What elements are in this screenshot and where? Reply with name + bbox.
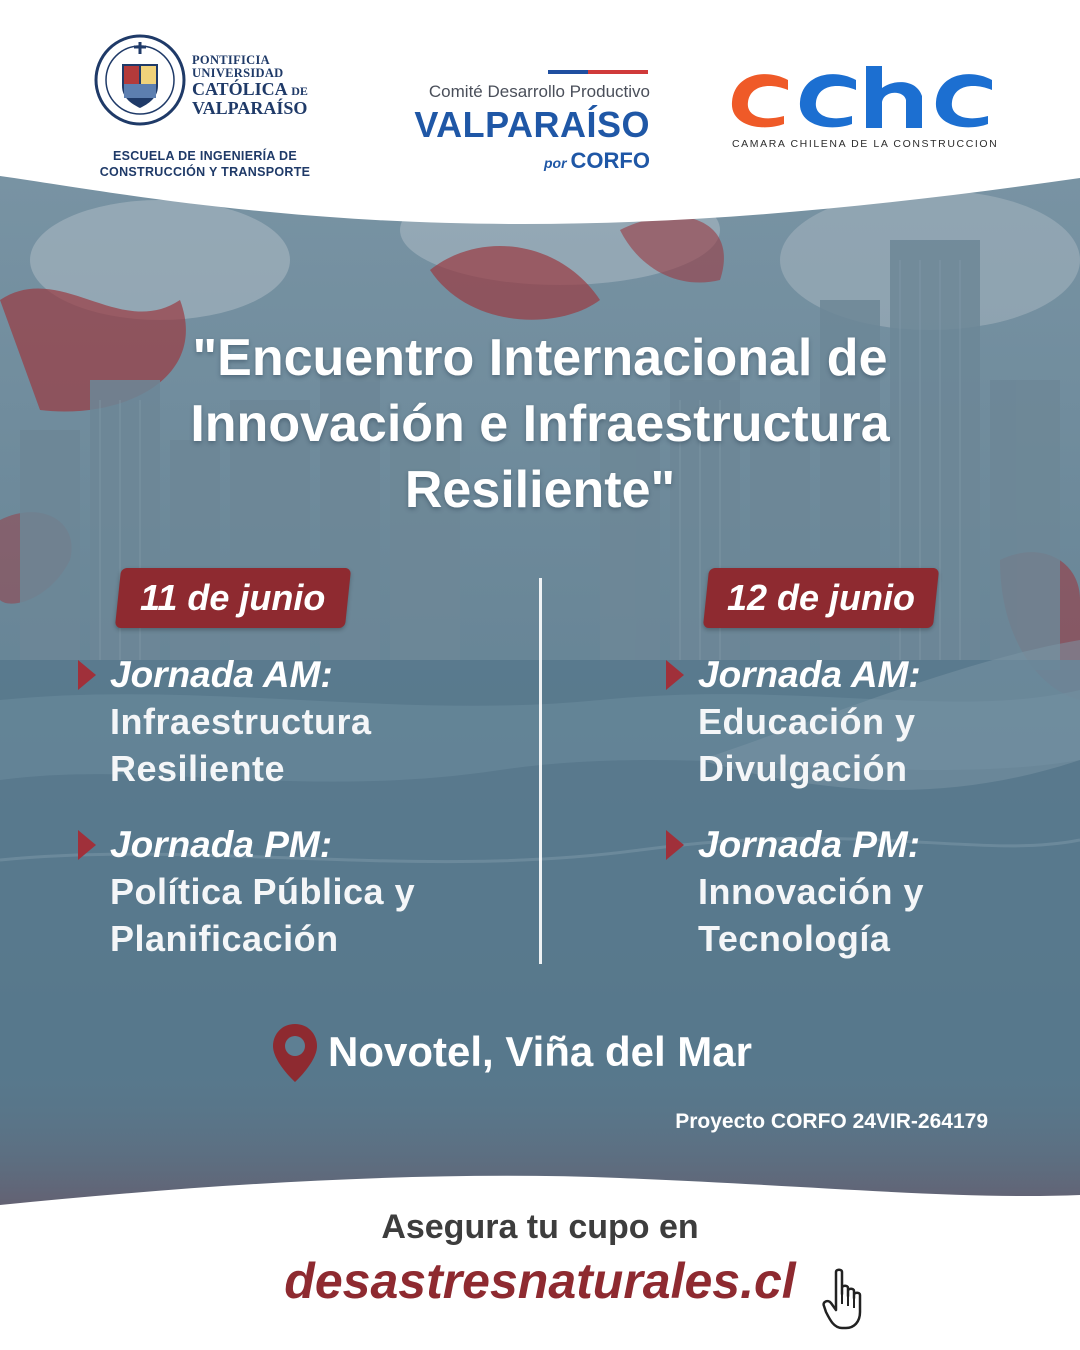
column-divider bbox=[539, 578, 542, 964]
session-day2-am bbox=[698, 652, 1080, 792]
flag-stripe bbox=[548, 70, 648, 74]
session-desc: Infraestructura Resiliente bbox=[110, 701, 372, 789]
pucv-line2: UNIVERSIDAD bbox=[192, 66, 284, 81]
pucv-logo bbox=[80, 28, 330, 183]
map-pin-icon bbox=[270, 1022, 320, 1084]
location-text: Novotel, Viña del Mar bbox=[328, 1028, 752, 1075]
corfo-logo bbox=[388, 66, 650, 181]
pointer-hand-icon bbox=[822, 1268, 870, 1330]
pucv-name bbox=[192, 54, 308, 118]
session-day1-pm bbox=[110, 822, 550, 962]
cchc-subtitle: CAMARA CHILENA DE LA CONSTRUCCION bbox=[732, 138, 999, 150]
session-label: Jornada PM: bbox=[110, 824, 333, 865]
session-desc: Política Pública y Planificación bbox=[110, 871, 416, 959]
session-desc: Educación y Divulgación bbox=[698, 701, 916, 789]
corfo-by: por CORFO bbox=[543, 148, 650, 173]
corfo-committee: Comité Desarrollo Productivo bbox=[428, 82, 650, 101]
session-day1-am bbox=[110, 652, 550, 792]
caret-right-icon bbox=[666, 660, 684, 690]
session-day2-pm bbox=[698, 822, 1080, 962]
event-title: "Encuentro Internacional de Innovación e Infraestructura Resiliente" bbox=[190, 329, 890, 519]
pucv-line3: CATÓLICA DE bbox=[192, 79, 308, 100]
corfo-region: VALPARAÍSO bbox=[414, 104, 650, 145]
date-badge-day1: 11 de junio bbox=[115, 568, 351, 628]
session-label: Jornada PM: bbox=[698, 824, 921, 865]
caret-right-icon bbox=[78, 660, 96, 690]
cchc-mark-icon bbox=[726, 66, 996, 136]
session-desc: Innovación y Tecnología bbox=[698, 871, 925, 959]
pucv-line1: PONTIFICIA bbox=[192, 53, 271, 67]
university-seal-icon bbox=[94, 34, 186, 126]
project-code: Proyecto CORFO 24VIR-264179 bbox=[675, 1110, 988, 1133]
cchc-logo bbox=[726, 66, 999, 156]
date-badge-day2: 12 de junio bbox=[703, 568, 939, 628]
session-label: Jornada AM: bbox=[110, 654, 333, 695]
session-label: Jornada AM: bbox=[698, 654, 921, 695]
caret-right-icon bbox=[78, 830, 96, 860]
pucv-line4: VALPARAÍSO bbox=[192, 98, 308, 119]
cta-text: Asegura tu cupo en bbox=[381, 1208, 699, 1246]
pucv-school: ESCUELA DE INGENIERÍA DE CONSTRUCCIÓN Y TRANSPORTE bbox=[99, 149, 311, 180]
event-location bbox=[270, 1020, 830, 1084]
registration-link[interactable]: desastresnaturales.cl bbox=[284, 1253, 796, 1309]
caret-right-icon bbox=[666, 830, 684, 860]
